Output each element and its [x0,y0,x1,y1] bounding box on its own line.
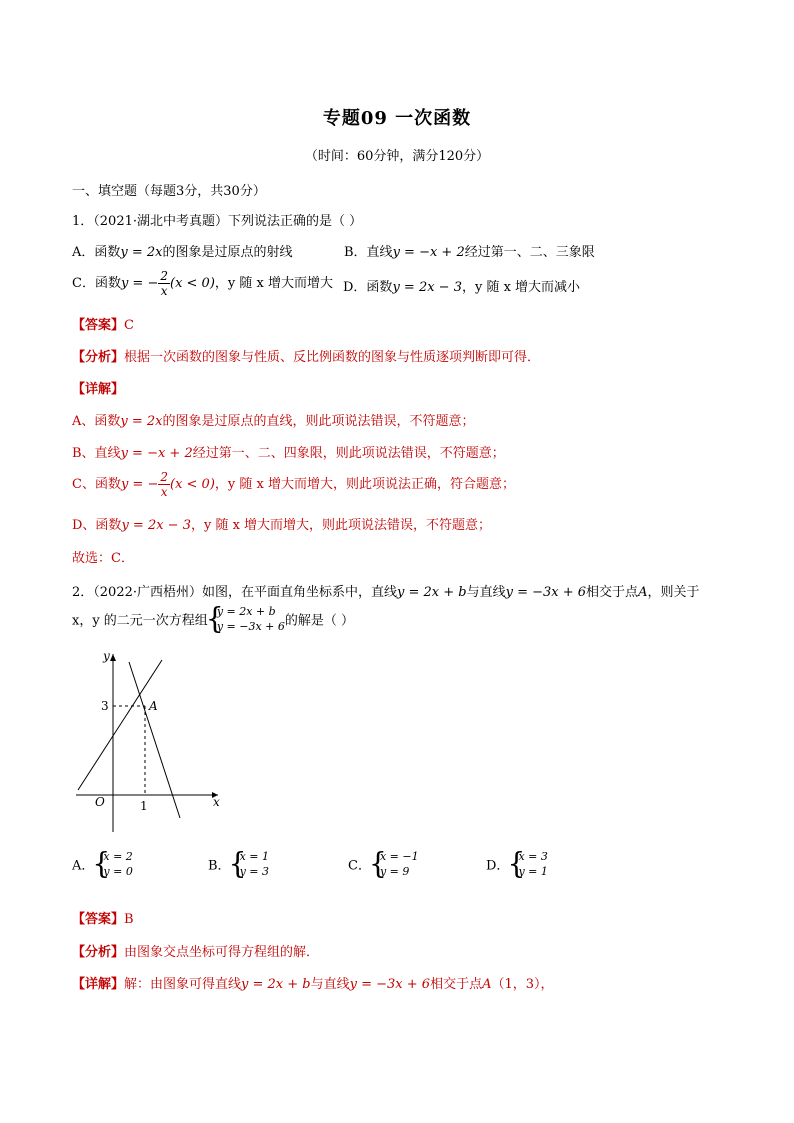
q1-conclusion: 故选：C． [72,551,134,566]
q2-option-a-system [94,849,132,879]
q1-detail-b [72,442,505,461]
graph-origin-label: O [95,795,105,809]
q2-detail-text-c: 相交于点 [430,977,483,992]
q1-detail-a-post: 的图象是过原点的直线，则此项说法错误，不符题意； [162,414,475,429]
q2-detail-point: A [482,977,492,992]
graph-y-label: y [103,649,110,663]
q1-detail-c [72,470,515,499]
graph-x-label: x [213,795,220,809]
q1-option-c-frac-den: x [160,284,168,298]
q1-option-d-prefix: D．函数 [343,280,393,295]
q2-answer-label: 【答案】 [72,912,125,927]
q2-stem-text-c: 相交于点 [586,585,639,600]
q2-stem-math1: y = 2x + b [397,585,467,600]
q1-analysis-text: 根据一次函数的图象与性质、反比例函数的图象与性质逐项判断即可得． [124,350,541,365]
q1-option-b [344,241,595,260]
q1-analysis-label: 【分析】 [72,350,125,365]
q2-analysis-label: 【分析】 [72,945,125,960]
q1-detail-c-fraction [158,470,170,499]
q2-option-a-eq1: { x = 2 [103,850,133,863]
q1-detail-c-post: ，y 随 x 增大而增大，则此项说法正确，符合题意； [214,477,515,492]
q2-option-b [208,849,269,879]
q1-detail-a-pre: A、函数 [72,414,121,429]
q2-detail-math1: y = 2x + b [241,977,311,992]
q2-option-b-eq2: y = 3 [239,865,269,878]
q2-stem-line2-a: x，y 的二元一次方程组 [72,613,208,629]
q2-option-c-eq2: y = 9 [379,865,410,878]
q2-option-c [348,849,419,879]
q2-stem-point: A [638,585,648,600]
q1-option-c-frac-num: 2 [160,269,168,283]
q2-equation-system [208,604,285,634]
q2-coordinate-graph [70,648,230,838]
q1-option-c [72,269,333,298]
q2-detail-label: 【详解】 [72,977,125,992]
page-subtitle: （时间：60分钟，满分120分） [304,149,490,164]
q2-stem-text-b: 与直线 [466,585,506,600]
q2-detail-math2: y = −3x + 6 [349,977,431,992]
y-axis-arrow [110,654,116,661]
q2-detail-text-b: 与直线 [310,977,350,992]
q1-answer-label: 【答案】 [72,318,125,333]
q2-option-c-letter: C． [348,858,371,874]
q2-option-a [72,849,133,879]
q1-option-c-suffix: ，y 随 x 增大而增大 [214,276,333,291]
graph-point-a-label: A [149,699,158,713]
q1-detail-c-math-pre: y = − [120,477,159,492]
q1-detail-d-math: y = 2x − 3 [121,518,191,533]
q1-detail-b-math: y = −x + 2 [120,446,193,461]
q1-detail-a [72,410,475,429]
q1-option-a-math: y = 2x [120,245,163,260]
q1-option-d [343,276,580,295]
q1-detail-c-math-post: (x < 0) [170,477,215,492]
q2-option-b-eq1: { x = 1 [239,850,269,863]
q1-stem: 1．（2021·湖北中考真题）下列说法正确的是（ ） [72,214,363,229]
q2-stem-line2 [72,604,354,634]
q1-option-c-math-pre: y = − [120,276,159,291]
q1-detail-label: 【详解】 [72,382,125,397]
q2-option-b-system [231,849,269,879]
q1-detail-b-pre: B、直线 [72,446,121,461]
q1-answer [72,314,134,333]
q1-detail-d-pre: D、函数 [72,518,122,533]
q1-answer-value: C [124,318,134,333]
q1-detail-c-frac-den: x [160,485,168,499]
page-title: 专题09 一次函数 [322,108,472,129]
q2-stem-text-a: 2．（2022·广西梧州）如图，在平面直角坐标系中，直线 [72,585,397,600]
q2-option-c-system [371,849,419,879]
q1-option-c-fraction [158,269,170,298]
q1-detail-c-pre: C、函数 [72,477,121,492]
q1-detail-b-post: 经过第一、二、四象限，则此项说法错误，不符题意； [192,446,505,461]
q2-option-a-eq2: y = 0 [103,865,133,878]
q2-stem-math2: y = −3x + 6 [505,585,587,600]
graph-tick-1: 1 [140,799,148,813]
q2-option-d-letter: D． [486,858,510,874]
q1-option-b-prefix: B．直线 [344,245,393,260]
graph-tick-3: 3 [101,699,109,713]
q2-analysis-text: 由图象交点坐标可得方程组的解． [124,945,320,960]
q1-option-a-prefix: A．函数 [72,245,121,260]
q1-option-c-prefix: C．函数 [72,276,121,291]
q1-option-a-suffix: 的图象是过原点的射线 [162,245,293,260]
q1-detail-a-math: y = 2x [120,414,163,429]
q1-option-b-suffix: 经过第一、二、三象限 [464,245,595,260]
q2-detail-text-d: （1，3）， [491,977,554,992]
q1-detail-d [72,514,491,533]
q2-stem-line1 [72,581,699,600]
q2-option-b-letter: B． [208,858,231,874]
q1-option-c-math-post: (x < 0) [170,276,215,291]
section-heading: 一、填空题（每题3分，共30分） [72,184,266,199]
q1-option-d-math: y = 2x − 3 [392,280,462,295]
q1-option-d-suffix: ，y 随 x 增大而减小 [461,280,581,295]
q1-option-a [72,241,293,260]
q2-option-d-eq1: { x = 3 [518,850,548,863]
q2-detail [72,973,554,992]
q2-stem-line2-b: 的解是（ ） [284,613,355,629]
q1-analysis [72,346,540,365]
q2-answer-value: B [124,912,134,927]
q2-stem-text-d: ，则关于 [647,585,700,600]
q2-system-eq1: { y = 2x + b [216,605,276,618]
q1-detail-d-post: ，y 随 x 增大而增大，则此项说法错误，不符题意； [190,518,492,533]
q2-detail-text-a: 解：由图象可得直线 [124,977,242,992]
q2-answer [72,908,134,927]
q2-option-d [486,849,548,879]
q2-analysis [72,941,319,960]
q2-option-d-system [509,849,547,879]
q2-option-d-eq2: y = 1 [518,865,548,878]
q1-detail-c-frac-num: 2 [160,470,168,484]
q2-system-eq2: y = −3x + 6 [216,620,285,633]
q2-option-c-eq1: { x = −1 [379,850,419,863]
q1-option-b-math: y = −x + 2 [392,245,465,260]
q2-option-a-letter: A． [72,858,95,874]
